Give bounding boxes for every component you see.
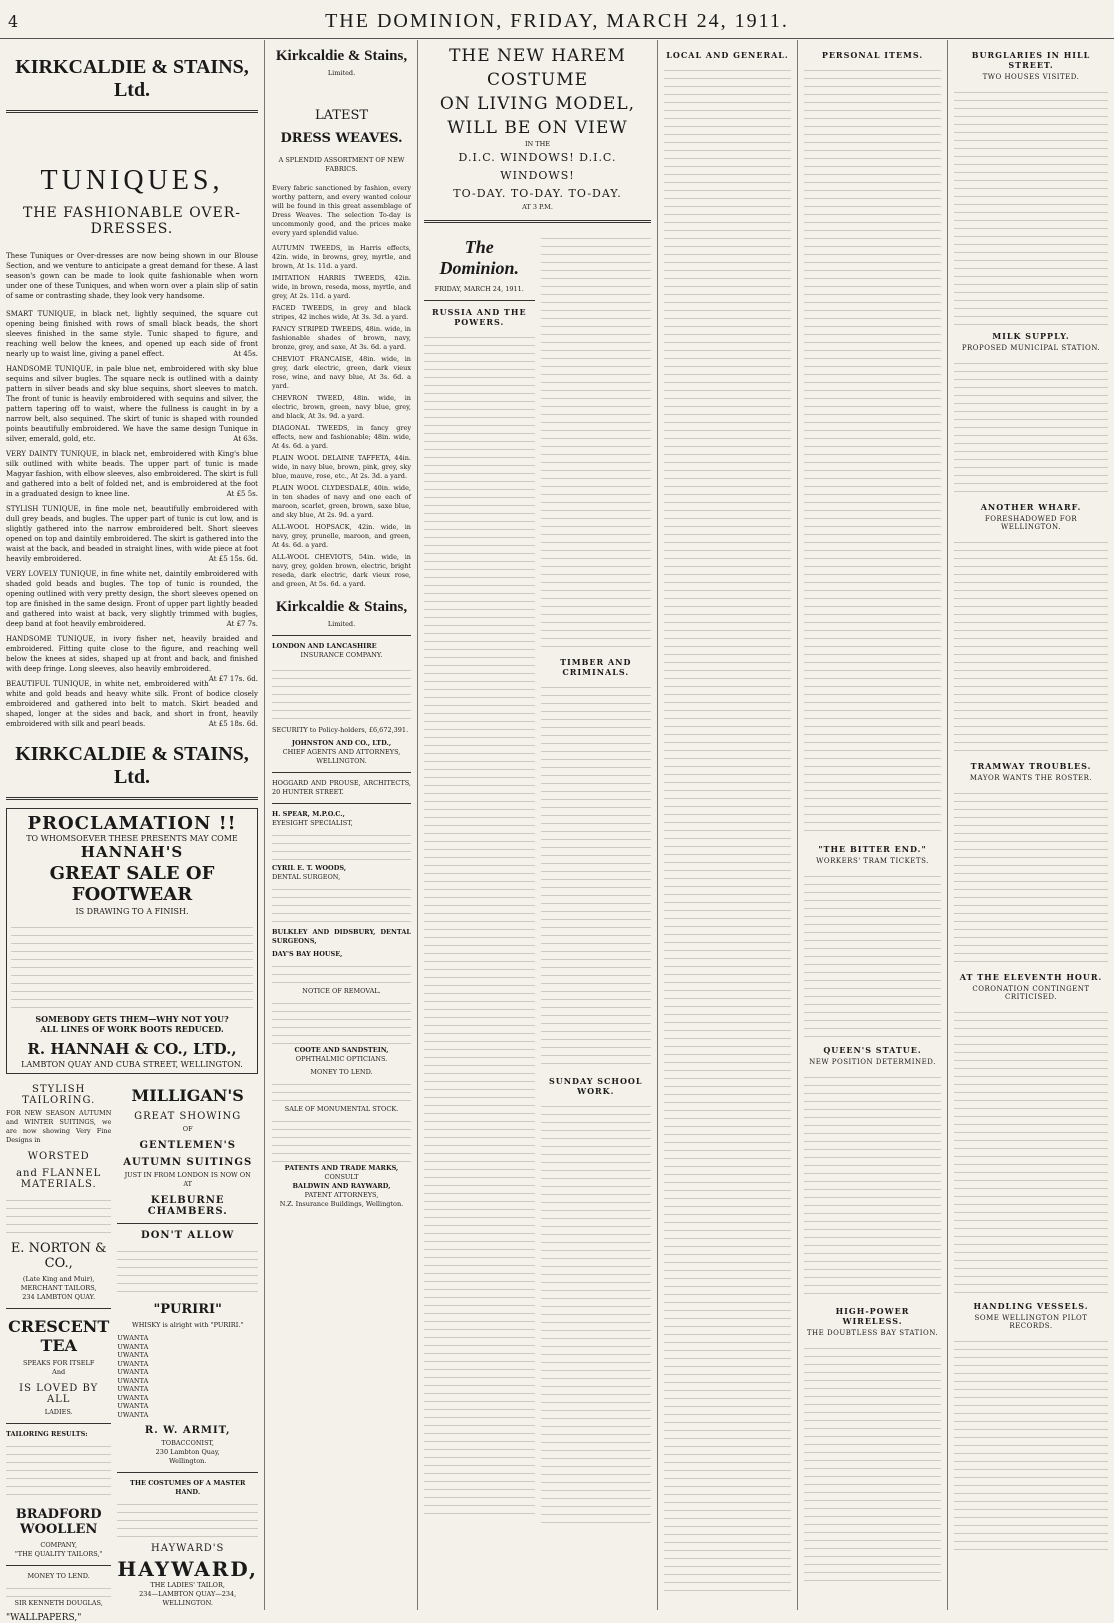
great-showing: GREAT SHOWING [134, 1111, 242, 1122]
dress-items [272, 244, 411, 589]
municipal-station: PROPOSED MUNICIPAL STATION. [961, 344, 1101, 352]
eyesight: EYESIGHT SPECIALIST, [272, 819, 353, 827]
patents: PATENTS AND TRADE MARKS, [284, 1164, 399, 1172]
ophthalmic: OPHTHALMIC OPTICIANS. [295, 1055, 388, 1063]
personal-items-text [804, 63, 941, 838]
armit-address: 230 Lambton Quay, [155, 1448, 220, 1456]
dic-windows: D.I.C. WINDOWS! D.I.C. WINDOWS! [458, 151, 617, 182]
norton-column [6, 1078, 111, 1623]
limited-2: Limited. [327, 620, 356, 628]
drawing-to-finish: IS DRAWING TO A FINISH. [75, 907, 189, 916]
harem-heading-1: THE NEW HAREM COSTUME [449, 46, 626, 90]
dress-intro: Every fabric sanctioned by fashion, every worthy pattern, and every wanted colour will be found in this great assemblage of Dress Weaves. The selection To-day is uncommonly good, and the prices make every yard splendid value. [272, 184, 411, 237]
at-word: AT [183, 1180, 193, 1188]
kenneth-douglas: SIR KENNETH DOUGLAS, [14, 1599, 103, 1607]
dont-allow-text [117, 1244, 258, 1294]
kirkcaldie-stains-2: Kirkcaldie & Stains, [275, 599, 408, 615]
at-3pm: AT 3 P.M. [522, 203, 553, 211]
dress-item: IMITATION HARRIS TWEEDS, 42in. wide, in brown, reseda, moss, myrtle, and grey, At 2s. 11d. a yard. [272, 274, 411, 300]
local-general-text [664, 63, 791, 1593]
bitter-end-text [804, 869, 941, 1039]
uwanta-list [117, 1334, 258, 1419]
hannahs-name: HANNAH'S [80, 843, 184, 861]
armit-name: R. W. ARMIT, [144, 1425, 231, 1436]
tailoring-results: TAILORING RESULTS: [6, 1430, 88, 1438]
coronation-contingent: CORONATION CONTINGENT CRITICISED. [972, 985, 1090, 1001]
haywards-small: HAYWARD'S [151, 1543, 225, 1554]
ladies-tailor: THE LADIES' TAILOR, [150, 1581, 225, 1589]
wireless-text [804, 1341, 941, 1581]
high-power-heading: HIGH-POWER WIRELESS. [835, 1306, 910, 1326]
uwanta-line: UWANTA [117, 1393, 149, 1402]
stylish-tailoring: STYLISH TAILORING. [22, 1084, 96, 1106]
column-advertisements-middle [266, 40, 418, 1610]
whisky-line: WHISKY is alright with "PURIRI." [132, 1321, 244, 1329]
dress-item: FANCY STRIPED TWEEDS, 48in. wide, in fashionable shades of brown, navy, bronze, grey, and saxe, At 3s. 6d. a yard. [272, 325, 411, 351]
armit-city: Wellington. [169, 1457, 207, 1465]
great-sale-heading: GREAT SALE OF FOOTWEAR [49, 863, 215, 905]
divider [117, 1223, 258, 1224]
divider [6, 1565, 111, 1566]
monumental: SALE OF MONUMENTAL STOCK. [284, 1105, 399, 1113]
kirkcaldie-footer: KIRKCALDIE & STAINS, Ltd. [15, 743, 249, 788]
divider [6, 797, 258, 800]
dental-text [272, 882, 411, 928]
hannah-price-list [11, 920, 253, 1010]
latest: LATEST [314, 108, 369, 123]
newspaper-title: THE DOMINION, FRIDAY, MARCH 24, 1911. [325, 10, 789, 32]
johnston: JOHNSTON AND CO., LTD., [291, 739, 392, 747]
column-advertisements-left [0, 40, 265, 1623]
tunique-item: VERY DAINTY TUNIQUE, in black net, embroidered with King's blue silk outlined with white beads. The upper part of tunic is made Magyar fashion, with elbow sleeves, also embroidered. The skirt is full and gathered into a belt of folded net, and is embroidered at the foot in a graduated design to knee line. At £5 5s. [6, 450, 258, 498]
hannah-address: LAMBTON QUAY AND CUBA STREET, WELLINGTON. [21, 1060, 243, 1069]
divider [6, 1308, 111, 1309]
worsted-heading: WORSTED [27, 1151, 90, 1162]
two-houses: TWO HOUSES VISITED. [982, 73, 1080, 81]
bulkley: BULKLEY AND DIDSBURY, DENTAL SURGEONS, [272, 928, 411, 945]
sunday-school-article [541, 1099, 652, 1529]
work-boots-reduced: ALL LINES OF WORK BOOTS REDUCED. [40, 1024, 224, 1034]
local-general-heading: LOCAL AND GENERAL. [666, 50, 789, 60]
hannah-company: R. HANNAH & CO., LTD., [27, 1040, 237, 1058]
crescent-loved: IS LOVED BY ALL [19, 1383, 99, 1405]
quality-tailors: "THE QUALITY TAILORS," [14, 1550, 103, 1558]
hayward-name: HAYWARD, [117, 1557, 258, 1581]
column-local-general [658, 40, 798, 1610]
insurance: INSURANCE COMPANY. [300, 651, 383, 659]
milligans-heading: MILLIGAN'S [131, 1086, 244, 1105]
crescent-tea: CRESCENT TEA [8, 1317, 110, 1355]
tuniques-title: TUNIQUES, [40, 165, 224, 196]
money-lend-2: MONEY TO LEND. [310, 1068, 373, 1076]
dress-item: AUTUMN TWEEDS, in Harris effects, 42in. wide, in browns, grey, myrtle, and brown, At 1s. 11d. a yard. [272, 244, 411, 270]
spear: H. SPEAR, M.P.O.C., [272, 810, 345, 818]
autumn-suitings: AUTUMN SUITINGS [123, 1157, 253, 1168]
days-bay: DAY'S BAY HOUSE, [272, 950, 343, 958]
hoggard-prouse: HOGGARD AND PROUSE, ARCHITECTS, 20 HUNTER STREET. [272, 779, 411, 796]
norton-body-text [6, 1193, 111, 1233]
another-wharf-heading: ANOTHER WHARF. [980, 502, 1082, 512]
dress-weaves: DRESS WEAVES. [280, 131, 403, 146]
divider [6, 110, 258, 113]
kirkcaldie-heading: KIRKCALDIE & STAINS, Ltd. [15, 56, 249, 101]
tramway-text [954, 786, 1108, 966]
tramway-heading: TRAMWAY TROUBLES. [970, 761, 1092, 771]
somebody-gets: SOMEBODY GETS THEM—WHY NOT YOU? [35, 1014, 229, 1024]
column-editorial [418, 40, 658, 1610]
mayor-roster: MAYOR WANTS THE ROSTER. [969, 774, 1093, 782]
wallpapers-ad: "WALLPAPERS," [6, 1613, 82, 1623]
crescent-and: And [52, 1368, 66, 1376]
editorial-left [424, 231, 535, 1529]
divider [272, 635, 411, 636]
proclamation-heading: PROCLAMATION !! [27, 813, 237, 834]
chief-agents: CHIEF AGENTS AND ATTORNEYS, WELLINGTON. [282, 748, 401, 765]
patent-attorneys: PATENT ATTORNEYS, [304, 1191, 379, 1199]
dress-item: PLAIN WOOL DELAINE TAFFETA, 44in. wide, in navy blue, brown, pink, grey, sky blue, mauve, rose, etc., At 2s. 3d. a yard. [272, 454, 411, 480]
woods: CYRIL E. T. WOODS, [272, 864, 347, 872]
just-in: JUST IN FROM LONDON IS NOW ON [124, 1171, 251, 1179]
tobacconist: TOBACCONIST, [161, 1439, 214, 1447]
new-season-text: FOR NEW SEASON AUTUMN and WINTER SUITINGS, we are now showing Very Fine Designs in [6, 1109, 112, 1144]
in-the: IN THE [524, 140, 551, 148]
spear-text [272, 828, 411, 864]
timber-heading: TIMBER AND CRIMINALS. [560, 657, 632, 677]
puriri-heading: "PURIRI" [153, 1302, 222, 1317]
milk-supply-heading: MILK SUPPLY. [992, 331, 1070, 341]
divider [272, 803, 411, 804]
norton-address: 234 LAMBTON QUAY. [22, 1293, 96, 1301]
editorial-right [541, 231, 652, 1529]
tunique-item: VERY LOVELY TUNIQUE, in fine white net, daintily embroidered with shaded gold beads and bugles. The top of tunic is rounded, the opening outlined with very pretty design, the short sleeves opened on top are finished in the same design. Front of upper part lightly beaded and gathered into waist at back, very slightly trimmed with bugles, deep band at foot heavily embroidered. At £7 7s. [6, 570, 258, 628]
tunique-item: STYLISH TUNIQUE, in fine mole net, beautifully embroidered with dull grey beads, and bugles. The upper part of tunic is cut low, and is slightly gathered into the narrow embroidered belt. Short sleeves opened on top and daintily embroidered. The skirt is gathered into the waist at the back, and beaded in straight lines, with wide piece at foot heavily embroidered. At £5 15s. 6d. [6, 505, 258, 563]
tunique-item: BEAUTIFUL TUNIQUE, in white net, embroidered with white and gold beads and heavy white silk. Front of bodice closely embroidered and gathered into belt to match. Skirt beaded and shaped, longer at the sides and back, and short in front, heavily embroidered with silk and pearl beads. At £5 18s. 6d. [6, 680, 258, 728]
hayward-text [117, 1497, 258, 1537]
tunique-list [6, 309, 258, 729]
uwanta-line: UWANTA [117, 1410, 149, 1419]
flannel-heading: and FLANNEL MATERIALS. [16, 1168, 102, 1190]
dress-item: ALL-WOOL CHEVIOTS, 54in. wide, in navy, grey, golden brown, electric, bright reseda, dark electric, dark vieux rose, and green, At 5s. 6d. a yard. [272, 553, 411, 588]
divider [272, 772, 411, 773]
bradford-company: COMPANY, [40, 1541, 78, 1549]
divider [6, 1423, 111, 1424]
lower-ads [6, 1078, 258, 1623]
money-text-2 [272, 1077, 411, 1105]
crescent-ladies: LADIES. [44, 1408, 73, 1416]
hayward-address: 234—LAMBTON QUAY—234, [139, 1590, 237, 1598]
harem-heading-3: WILL BE ON VIEW [447, 118, 628, 138]
crescent-speaks: SPEAKS FOR ITSELF [23, 1359, 95, 1367]
splendid-assortment: A SPLENDID ASSORTMENT OF NEW FABRICS. [278, 156, 405, 173]
foreshadowed: FORESHADOWED FOR WELLINGTON. [984, 515, 1078, 531]
bradford-heading: BRADFORD WOOLLEN [15, 1507, 102, 1537]
coronation-text [954, 1005, 1108, 1295]
monumental-text [272, 1114, 411, 1164]
nz-insurance: N.Z. Insurance Buildings, Wellington. [279, 1200, 404, 1208]
kirkcaldie-stains: Kirkcaldie & Stains, [275, 48, 408, 64]
vessels-text [954, 1334, 1108, 1554]
tunique-item: HANDSOME TUNIQUE, in ivory fisher net, heavily braided and embroidered. Fitting quite close to the figure, and reaching well below the knees at sides, shaped up at front and back, and finished with deep fringe. Long sleeves, also heavily embroidered. At £7 17s. 6d. [6, 635, 258, 683]
tunique-item: SMART TUNIQUE, in black net, lightly sequined, the square cut opening being finished with rows of small black beads, the short sleeves finished in the same style. Tunic shaped to figure, and reaching well below the knees, and opened up each side of front nearly up to waist line, giving a panel effect. At 45s. [6, 310, 258, 358]
kelburne-chambers: KELBURNE CHAMBERS. [147, 1195, 228, 1217]
proclamation-to: TO WHOMSOEVER THESE PRESENTS MAY COME [26, 834, 238, 843]
hayward-costumes: THE COSTUMES OF A MASTER HAND. [130, 1479, 246, 1496]
handling-vessels-heading: HANDLING VESSELS. [973, 1301, 1089, 1311]
tunique-item: HANDSOME TUNIQUE, in pale blue net, embroidered with sky blue sequins and silver bugles. The square neck is outlined with a dainty pattern in silver beads and sky blue sequins, short sleeves to match. The front of tunic is heavily embroidered with sequins and silver, the pattern tapering off to waist, where the fullness is caught in by a narrow belt, also sequined. The skirt of tunic is shaped with rounded points beautifully embroidered. We have the same design Tunique in silver, emerald, gold, etc. At 63s. [6, 365, 258, 443]
new-position: NEW POSITION DETERMINED. [809, 1058, 936, 1066]
money-text [6, 1581, 111, 1599]
wharf-text [954, 535, 1108, 755]
consult: CONSULT [324, 1173, 359, 1181]
security: SECURITY to Policy-holders, £6,672,391. [272, 726, 409, 734]
page-number: 4 [8, 12, 19, 31]
eleventh-hour-heading: AT THE ELEVENTH HOUR. [959, 972, 1103, 982]
uwanta-line: UWANTA [117, 1376, 149, 1385]
burglaries-text [954, 85, 1108, 325]
russia-article-cont [541, 231, 652, 651]
insurance-text [272, 663, 411, 723]
dateline: FRIDAY, MARCH 24, 1911. [434, 285, 524, 293]
sunday-school-heading: SUNDAY SCHOOL WORK. [548, 1076, 643, 1096]
russia-article [424, 330, 535, 1520]
tailoring-text [6, 1439, 111, 1499]
uwanta-line: UWANTA [117, 1342, 149, 1351]
bitter-end-heading: "THE BITTER END." [818, 844, 927, 854]
uwanta-line: UWANTA [117, 1334, 149, 1342]
hayward-city: WELLINGTON. [162, 1599, 213, 1607]
divider [117, 1472, 258, 1473]
dress-item: CHEVIOT FRANCAISE, 48in. wide, in grey, dark electric, green, dark vieux rose, wine, and navy blue, At 3s. 6d. a yard. [272, 355, 411, 390]
masthead [0, 0, 1114, 39]
workers-tram-tickets: WORKERS' TRAM TICKETS. [816, 857, 929, 865]
personal-items-heading: PERSONAL ITEMS. [821, 50, 924, 60]
dress-item: DIAGONAL TWEEDS, in fancy grey effects, new and fashionable; 48in. wide, At 4s. 6d. a yard. [272, 424, 411, 450]
timber-article [541, 680, 652, 1070]
harem-heading-2: ON LIVING MODEL, [439, 94, 636, 114]
column-personal [798, 40, 948, 1610]
burglaries-heading: BURGLARIES IN HILL STREET. [971, 50, 1091, 70]
editorial-columns [424, 231, 651, 1529]
hannah-advertisement [6, 808, 258, 1074]
dress-item: PLAIN WOOL CLYDESDALE, 40in. wide, in ten shades of navy and one each of maroon, scarlet, green, brown, saxe blue, and sky blue, At 2s. 9d. a yard. [272, 484, 411, 519]
divider [424, 300, 535, 301]
doubtless-bay: THE DOUBTLESS BAY STATION. [806, 1329, 939, 1337]
milk-text [954, 356, 1108, 496]
tuniques-intro: These Tuniques or Over-dresses are now being shown in our Blouse Section, and we venture to anticipate a great demand for these. A last season's gown can be made to look quite fashionable when worn under one of these Tuniques, and when worn over a plain slip of satin of same or contrasting shade, they look very handsome. [6, 252, 258, 300]
uwanta-line: UWANTA [117, 1402, 149, 1410]
dont-allow: DON'T ALLOW [141, 1230, 235, 1241]
removal-text [272, 996, 411, 1046]
baldwin: BALDWIN AND RAYWARD, [292, 1182, 391, 1190]
norton-name: E. NORTON & CO., [10, 1241, 107, 1271]
uwanta-line: UWANTA [117, 1351, 149, 1359]
queens-statue-heading: QUEEN'S STATUE. [823, 1045, 922, 1055]
russia-heading: RUSSIA AND THE POWERS. [431, 307, 527, 327]
uwanta-line: UWANTA [117, 1359, 149, 1368]
limited: Limited. [327, 69, 356, 77]
notice-removal: NOTICE OF REMOVAL. [302, 987, 381, 995]
divider [424, 220, 651, 223]
coote-sandstein: COOTE AND SANDSTEIN, [294, 1046, 389, 1054]
today-line: TO-DAY. TO-DAY. TO-DAY. [453, 187, 622, 200]
norton-subtitle: (Late King and Muir), MERCHANT TAILORS, [20, 1275, 97, 1292]
tuniques-subtitle: THE FASHIONABLE OVER-DRESSES. [22, 205, 242, 237]
milligan-column [117, 1078, 258, 1623]
dental-surgeon: DENTAL SURGEON, [272, 873, 341, 881]
dress-item: CHEVRON TWEED, 48in. wide, in electric, brown, green, navy blue, grey, and black, At 3s. 9d. a yard. [272, 394, 411, 420]
pilot-records: SOME WELLINGTON PILOT RECORDS. [974, 1314, 1088, 1330]
dress-item: ALL-WOOL HOPSACK, 42in. wide, in navy, grey, prunelle, maroon, and green, At 4s. 6d. a yard. [272, 523, 411, 549]
dress-item: FACED TWEEDS, in grey and black stripes, 42 inches wide, At 3s. 3d. a yard. [272, 304, 411, 321]
uwanta-line: UWANTA [117, 1385, 149, 1393]
gentlemens: GENTLEMEN'S [139, 1140, 236, 1151]
london-lancashire: LONDON AND LANCASHIRE [272, 642, 377, 650]
days-bay-text [272, 959, 411, 987]
money-to-lend: MONEY TO LEND. [27, 1572, 90, 1580]
queens-statue-text [804, 1070, 941, 1300]
uwanta-line: UWANTA [117, 1368, 149, 1376]
column-city-news [948, 40, 1114, 1610]
of-word: OF [182, 1125, 193, 1133]
dominion-nameplate: The Dominion. [439, 237, 520, 278]
